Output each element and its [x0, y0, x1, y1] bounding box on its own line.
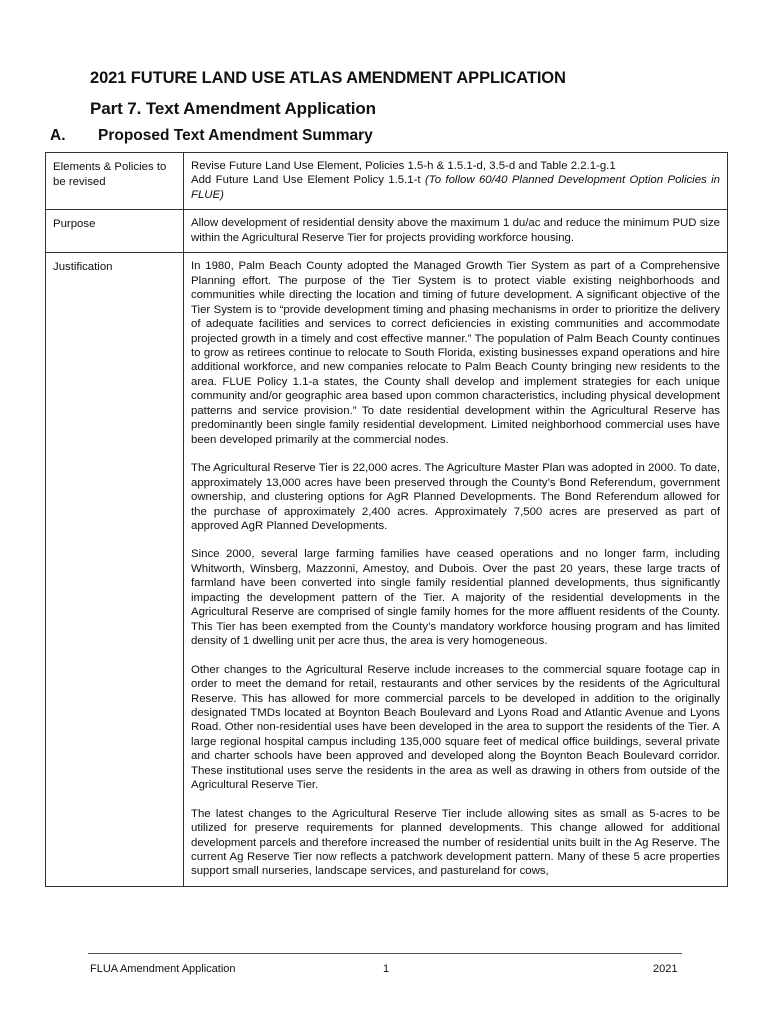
row-label-elements: Elements & Policies to be revised — [46, 153, 184, 210]
table-row — [46, 253, 728, 887]
page-number: 1 — [383, 963, 390, 975]
footer-divider — [88, 953, 682, 954]
justification-paragraph-3: Since 2000, several large farming families have ceased operations and no longer farm, including Whitworth, Winsberg, Mazzonni, Amestoy, and Dubois. Over the past 20 years, these large tracts of farmland have been converted into single family residential planned developments, thus significantly impacting the development pattern of the Tier. A majority of the residential developments in the Agricultural Reserve are comprised of single family homes for the more affluent residents of the County. This Tier has been exempted from the County’s mandatory workforce housing program and has limited density of 1 dwelling unit per acre thus, the area is very homogeneous. — [191, 548, 720, 648]
justification-paragraph-1: In 1980, Palm Beach County adopted the Managed Growth Tier System as part of a Comprehensive Planning effort. The purpose of the Tier System is to protect viable existing neighborhoods and communities while directing the location and timing of future development. A significant objective of the Tier System is to “provide development timing and phasing mechanisms in order to prioritize the delivery of adequate facilities and services to correct deficiencies in existing communities and accommodate projected growth in a timely and cost effective manner.” The population of Palm Beach County continues to grow as retirees continue to relocate to South Florida, existing businesses expand operations and hire additional workforce, and new companies relocate to Palm Beach County bringing new residents to the area. FLUE Policy 1.1-a states, the County shall develop and implement strategies for each unique community and/or geographic area based upon common characteristics, including physical development patterns and service provision.” To date residential development within the Agricultural Reserve has predominantly been single family residential development. Limited neighborhood commercial uses have been developed primarily at the commercial nodes. — [191, 260, 720, 446]
elements-line-2-text: Add Future Land Use Element Policy 1.5.1-t — [191, 174, 421, 187]
section-title: Proposed Text Amendment Summary — [98, 127, 373, 144]
footer-doc-name: FLUA Amendment Application — [90, 963, 236, 975]
table-row — [46, 210, 728, 253]
justification-paragraph-4: Other changes to the Agricultural Reserve include increases to the commercial square footage cap in order to meet the demand for retail, restaurants and other services by the residents of the Agricultural Reserve. This has allowed for more commercial parcels to be developed in addition to the originally designated TMDs located at Boynton Beach Boulevard and Lyons Road and Atlantic Avenue and Lyons Road. Other non-residential uses have been developed in the area to support the residents of the Tier. A large regional hospital campus including 135,000 square feet of medical office buildings, several private and charter schools have been approved and developed along the Boynton Beach Boulevard corridor. These institutional uses serve the residents in the area as well as drawing in others from outside of the Agricultural Reserve Tier. — [191, 663, 720, 792]
document-title: 2021 FUTURE LAND USE ATLAS AMENDMENT APPLICATION — [90, 69, 566, 87]
footer-year: 2021 — [653, 963, 678, 975]
elements-line-1: Revise Future Land Use Element, Policies 1.5-h & 1.5.1-d, 3.5-d and Table 2.2.1-g.1 — [191, 160, 616, 172]
summary-table — [45, 152, 728, 887]
elements-line-2 — [191, 173, 720, 202]
section-letter: A. — [50, 127, 66, 144]
part-title: Part 7. Text Amendment Application — [90, 99, 376, 118]
row-label-purpose: Purpose — [46, 210, 184, 253]
row-label-justification: Justification — [46, 253, 184, 887]
elements-line-2-note: (To follow 60/40 Planned Development Option Policies in FLUE) — [191, 174, 720, 201]
row-content-purpose: Allow development of residential density above the maximum 1 du/ac and reduce the minimum PUD size within the Agricultural Reserve Tier for projects providing workforce housing. — [184, 210, 728, 253]
section-heading — [50, 127, 373, 145]
justification-paragraph-2: The Agricultural Reserve Tier is 22,000 acres. The Agriculture Master Plan was adopted in 2000. To date, approximately 13,000 acres have been preserved through the County’s Bond Referendum, government ownership, and clustering options for AgR Planned Developments. The Bond Referendum allowed for the purchase of approximately 2,400 acres. Approximately 7,500 acres are preserved as part of approved AgR Planned Developments. — [191, 462, 720, 532]
justification-paragraph-5: The latest changes to the Agricultural Reserve Tier include allowing sites as small as 5-acres to be utilized for preserve requirements for planned developments. This change allowed for additional development parcels and therefore increased the number of residential units built in the Ag Reserve. The current Ag Reserve Tier now reflects a patchwork development pattern. Many of these 5 acre properties support small nurseries, landscape services, and pastureland for cows, — [191, 807, 720, 878]
row-content-justification — [184, 253, 728, 887]
row-content-elements — [184, 153, 728, 210]
table-row — [46, 153, 728, 210]
